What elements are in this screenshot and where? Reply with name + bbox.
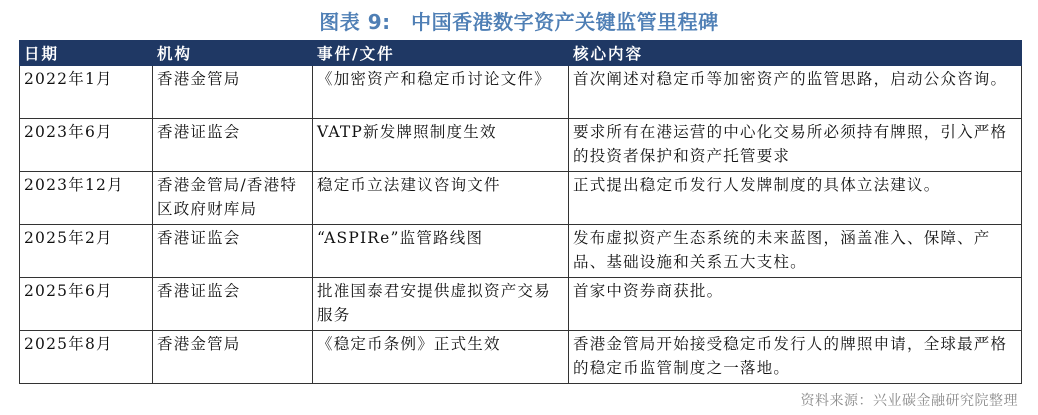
cell-event: 批准国泰君安提供虚拟资产交易服务 <box>313 278 569 331</box>
cell-date: 2025年6月 <box>20 278 153 331</box>
cell-date: 2025年2月 <box>20 225 153 278</box>
header-event: 事件/文件 <box>313 41 569 66</box>
cell-agency: 香港证监会 <box>153 278 313 331</box>
table-row <box>20 331 1022 384</box>
cell-agency: 香港金管局 <box>153 331 313 384</box>
cell-agency: 香港证监会 <box>153 119 313 172</box>
cell-core-content: 要求所有在港运营的中心化交易所必须持有牌照，引入严格的投资者保护和资产托管要求 <box>569 119 1022 172</box>
table-row <box>20 278 1022 331</box>
header-agency: 机构 <box>153 41 313 66</box>
header-core-content: 核心内容 <box>569 41 1022 66</box>
cell-event: 《稳定币条例》正式生效 <box>313 331 569 384</box>
cell-event: 《加密资产和稳定币讨论文件》 <box>313 66 569 119</box>
table-row <box>20 119 1022 172</box>
table-row <box>20 172 1022 225</box>
source-note: 资料来源：兴业碳金融研究院整理 <box>800 393 1018 409</box>
table-row <box>20 66 1022 119</box>
header-date: 日期 <box>20 41 153 66</box>
cell-agency: 香港金管局/香港特区政府财库局 <box>153 172 313 225</box>
table-row <box>20 225 1022 278</box>
cell-date: 2023年12月 <box>20 172 153 225</box>
cell-core-content: 首家中资券商获批。 <box>569 278 1022 331</box>
cell-date: 2025年8月 <box>20 331 153 384</box>
regulatory-milestones-table <box>19 40 1022 384</box>
figure-title: 图表 9: 中国香港数字资产关键监管里程碑 <box>319 10 719 34</box>
cell-date: 2022年1月 <box>20 66 153 119</box>
cell-event: 稳定币立法建议咨询文件 <box>313 172 569 225</box>
cell-core-content: 香港金管局开始接受稳定币发行人的牌照申请，全球最严格的稳定币监管制度之一落地。 <box>569 331 1022 384</box>
cell-core-content: 首次阐述对稳定币等加密资产的监管思路，启动公众咨询。 <box>569 66 1022 119</box>
cell-agency: 香港证监会 <box>153 225 313 278</box>
cell-core-content: 发布虚拟资产生态系统的未来蓝图，涵盖准入、保障、产品、基础设施和关系五大支柱。 <box>569 225 1022 278</box>
table-header-row <box>20 41 1022 66</box>
cell-date: 2023年6月 <box>20 119 153 172</box>
cell-event: VATP新发牌照制度生效 <box>313 119 569 172</box>
cell-core-content: 正式提出稳定币发行人发牌制度的具体立法建议。 <box>569 172 1022 225</box>
cell-agency: 香港金管局 <box>153 66 313 119</box>
cell-event: “ASPIRe”监管路线图 <box>313 225 569 278</box>
